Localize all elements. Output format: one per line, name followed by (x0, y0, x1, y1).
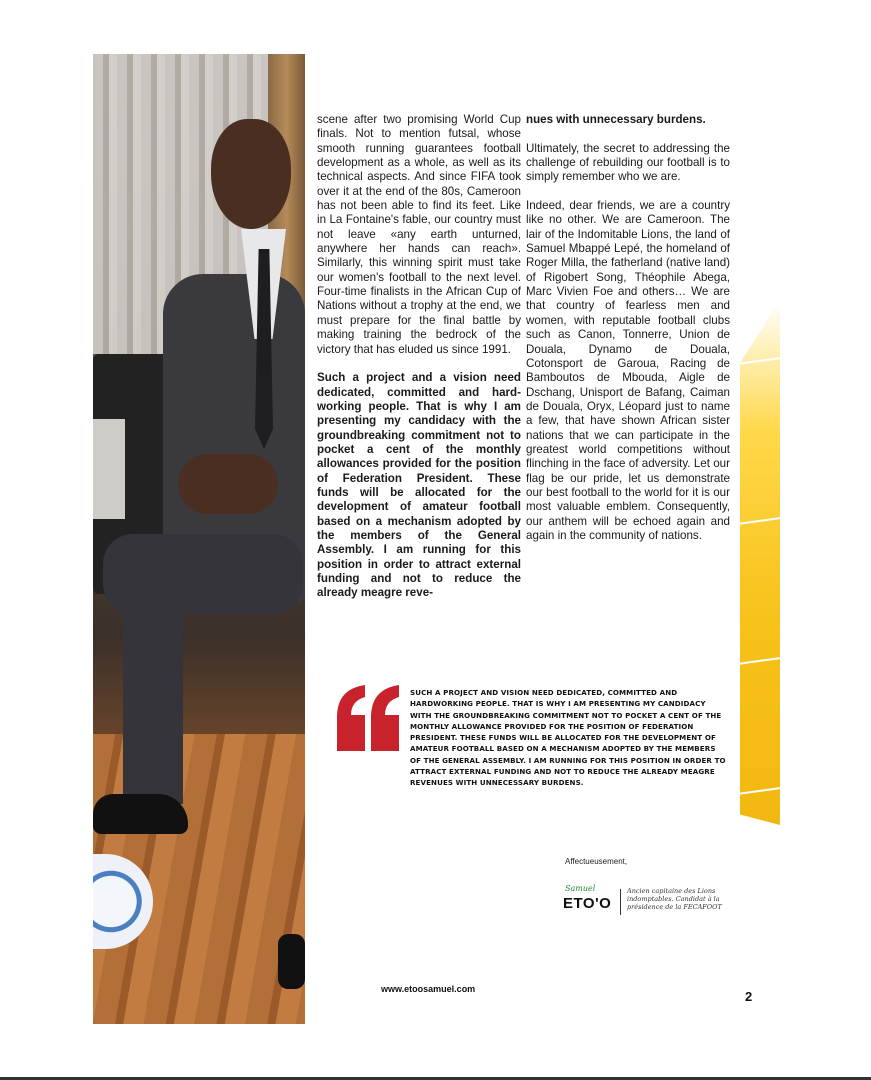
signature-name: ETO'O (563, 895, 612, 912)
laptop (93, 419, 125, 519)
column2-bold-continuation: nues with unnecessary burdens. (526, 113, 706, 126)
text-column-right (526, 113, 730, 558)
trouser-leg (123, 574, 183, 804)
page-number: 2 (745, 989, 753, 1004)
column2-paragraph: Indeed, dear friends, we are a country like no other. We are Cameroon. The lair of the Indomitable Lions, the land of Samuel Mbappé Lepé, the homeland of Roger Milla, the fatherland (native land) of Rigobert Song, Théophile Abega, Marc Vivien Foe and others… We are that country of fearless men and women, with reputable football clubs such as Canon, Tonnerre, Union de Douala, Dynamo de Douala, Cotonsport de Garoua, Racing de Bamboutos de Mbouda, Aigle de Dschang, Unisport de Bafang, Caiman de Douala, Oryx, Léopard just to name a few, that have shown African sister nations that we can participate in the greatest world competitions without flinching in the face of adversity. Let our flag be our pride, let us demonstrate our best football to the world for it is our most valuable emblem. Consequently, our anthem will be echoed again and again in the community of nations. (526, 199, 730, 542)
text-column-left (317, 113, 521, 615)
column1-bold-paragraph: Such a project and a vision need dedicated, committed and hard-working people. That is why I am presenting my candidacy with the groundbreaking commitment not to pocket a cent of the monthly allowances provided for the position of Federation President. These funds will be allocated for the development of amateur football based on a mechanism adopted by the members of the General Assembly. I am running for this position in order to attract external funding and not to reduce the already meagre reve- (317, 371, 521, 600)
pull-quote: SUCH A PROJECT AND VISION NEED DEDICATED, COMMITTED AND HARDWORKING PEOPLE. THAT IS WHY I AM PRESENTING MY CANDIDACY WITH THE GROUNDBREAKING COMMITMENT NOT TO POCKET A CENT OF THE MONTHLY ALLOWANCE PROVIDED FOR THE POSITION OF FEDERATION PRESIDENT. THESE FUNDS WILL BE ALLOCATED FOR THE DEVELOPMENT OF AMATEUR FOOTBALL BASED ON A MECHANISM ADOPTED BY THE MEMBERS OF THE GENERAL ASSEMBLY. I AM RUNNING FOR THIS POSITION IN ORDER TO ATTRACT EXTERNAL FUNDING AND NOT TO REDUCE THE ALREADY MEAGRE REVENUES WITH UNNECESSARY BURDENS. (410, 688, 726, 788)
closing-text: Affectueusement, (565, 857, 628, 866)
website-link[interactable]: www.etoosamuel.com (381, 984, 476, 994)
portrait-head (211, 119, 291, 229)
yellow-brush-accent (740, 300, 780, 825)
black-shoe-right (278, 934, 305, 989)
column2-paragraph: Ultimately, the secret to addressing the challenge of rebuilding our football is to simply remember who we are. (526, 141, 730, 184)
signature-divider (620, 889, 621, 915)
column1-paragraph: scene after two promising World Cup finals. Not to mention futsal, whose smooth running guarantees football development as a whole, as well as its technical aspects. And since FIFA took over it at the end of the 80s, Cameroon has not been able to find its feet. Like in La Fontaine's fable, our country must not leave «any earth unturned, anywhere her hands can reach». Similarly, this winning spirit must take our women's football to the next level. Four-time finalists in the African Cup of Nations without a trophy at the end, we must prepare for the final battle by making training the bedrock of the victory that has eluded us since 1991. (317, 113, 521, 356)
signature-role: Ancien capitaine des Lions indomptables. Candidat à la présidence de la FECAFOOT (627, 887, 722, 911)
clasped-hands (178, 454, 278, 514)
black-shoe (93, 794, 188, 834)
quote-mark-icon (335, 683, 401, 753)
portrait-photo (93, 54, 305, 1024)
signature-script: Samuel (565, 884, 596, 893)
